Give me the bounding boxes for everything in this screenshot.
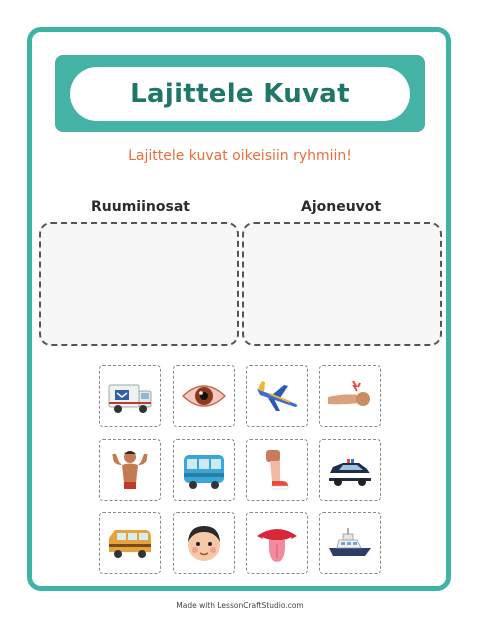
- airplane-icon: [252, 371, 302, 421]
- card-van[interactable]: [99, 512, 161, 574]
- card-eye[interactable]: [173, 365, 235, 427]
- card-leg[interactable]: [246, 439, 308, 501]
- page-title: Lajittele Kuvat: [130, 79, 350, 109]
- footer-credit: Made with LessonCraftStudio.com: [176, 601, 304, 610]
- card-bus[interactable]: [173, 439, 235, 501]
- drop-zone-vehicles[interactable]: [242, 222, 442, 346]
- card-mail-truck[interactable]: [99, 365, 161, 427]
- card-boat[interactable]: [319, 512, 381, 574]
- card-airplane[interactable]: [246, 365, 308, 427]
- card-muscle-man[interactable]: [99, 439, 161, 501]
- drop-zone-body-parts[interactable]: [39, 222, 239, 346]
- tongue-icon: [252, 518, 302, 568]
- muscle-man-icon: [105, 445, 155, 495]
- group-label-vehicles: Ajoneuvot: [301, 199, 382, 215]
- arm-icon: [325, 371, 375, 421]
- card-tongue[interactable]: [246, 512, 308, 574]
- title-pill: [70, 67, 410, 121]
- face-icon: [179, 518, 229, 568]
- card-arm[interactable]: [319, 365, 381, 427]
- mail-truck-icon: [105, 371, 155, 421]
- group-label-body-parts: Ruumiinosat: [91, 199, 190, 215]
- bus-icon: [179, 445, 229, 495]
- police-car-icon: [325, 445, 375, 495]
- instructions: Lajittele kuvat oikeisiin ryhmiin!: [128, 148, 352, 164]
- card-police-car[interactable]: [319, 439, 381, 501]
- leg-icon: [252, 445, 302, 495]
- van-icon: [105, 518, 155, 568]
- boat-icon: [325, 518, 375, 568]
- card-face[interactable]: [173, 512, 235, 574]
- eye-icon: [179, 371, 229, 421]
